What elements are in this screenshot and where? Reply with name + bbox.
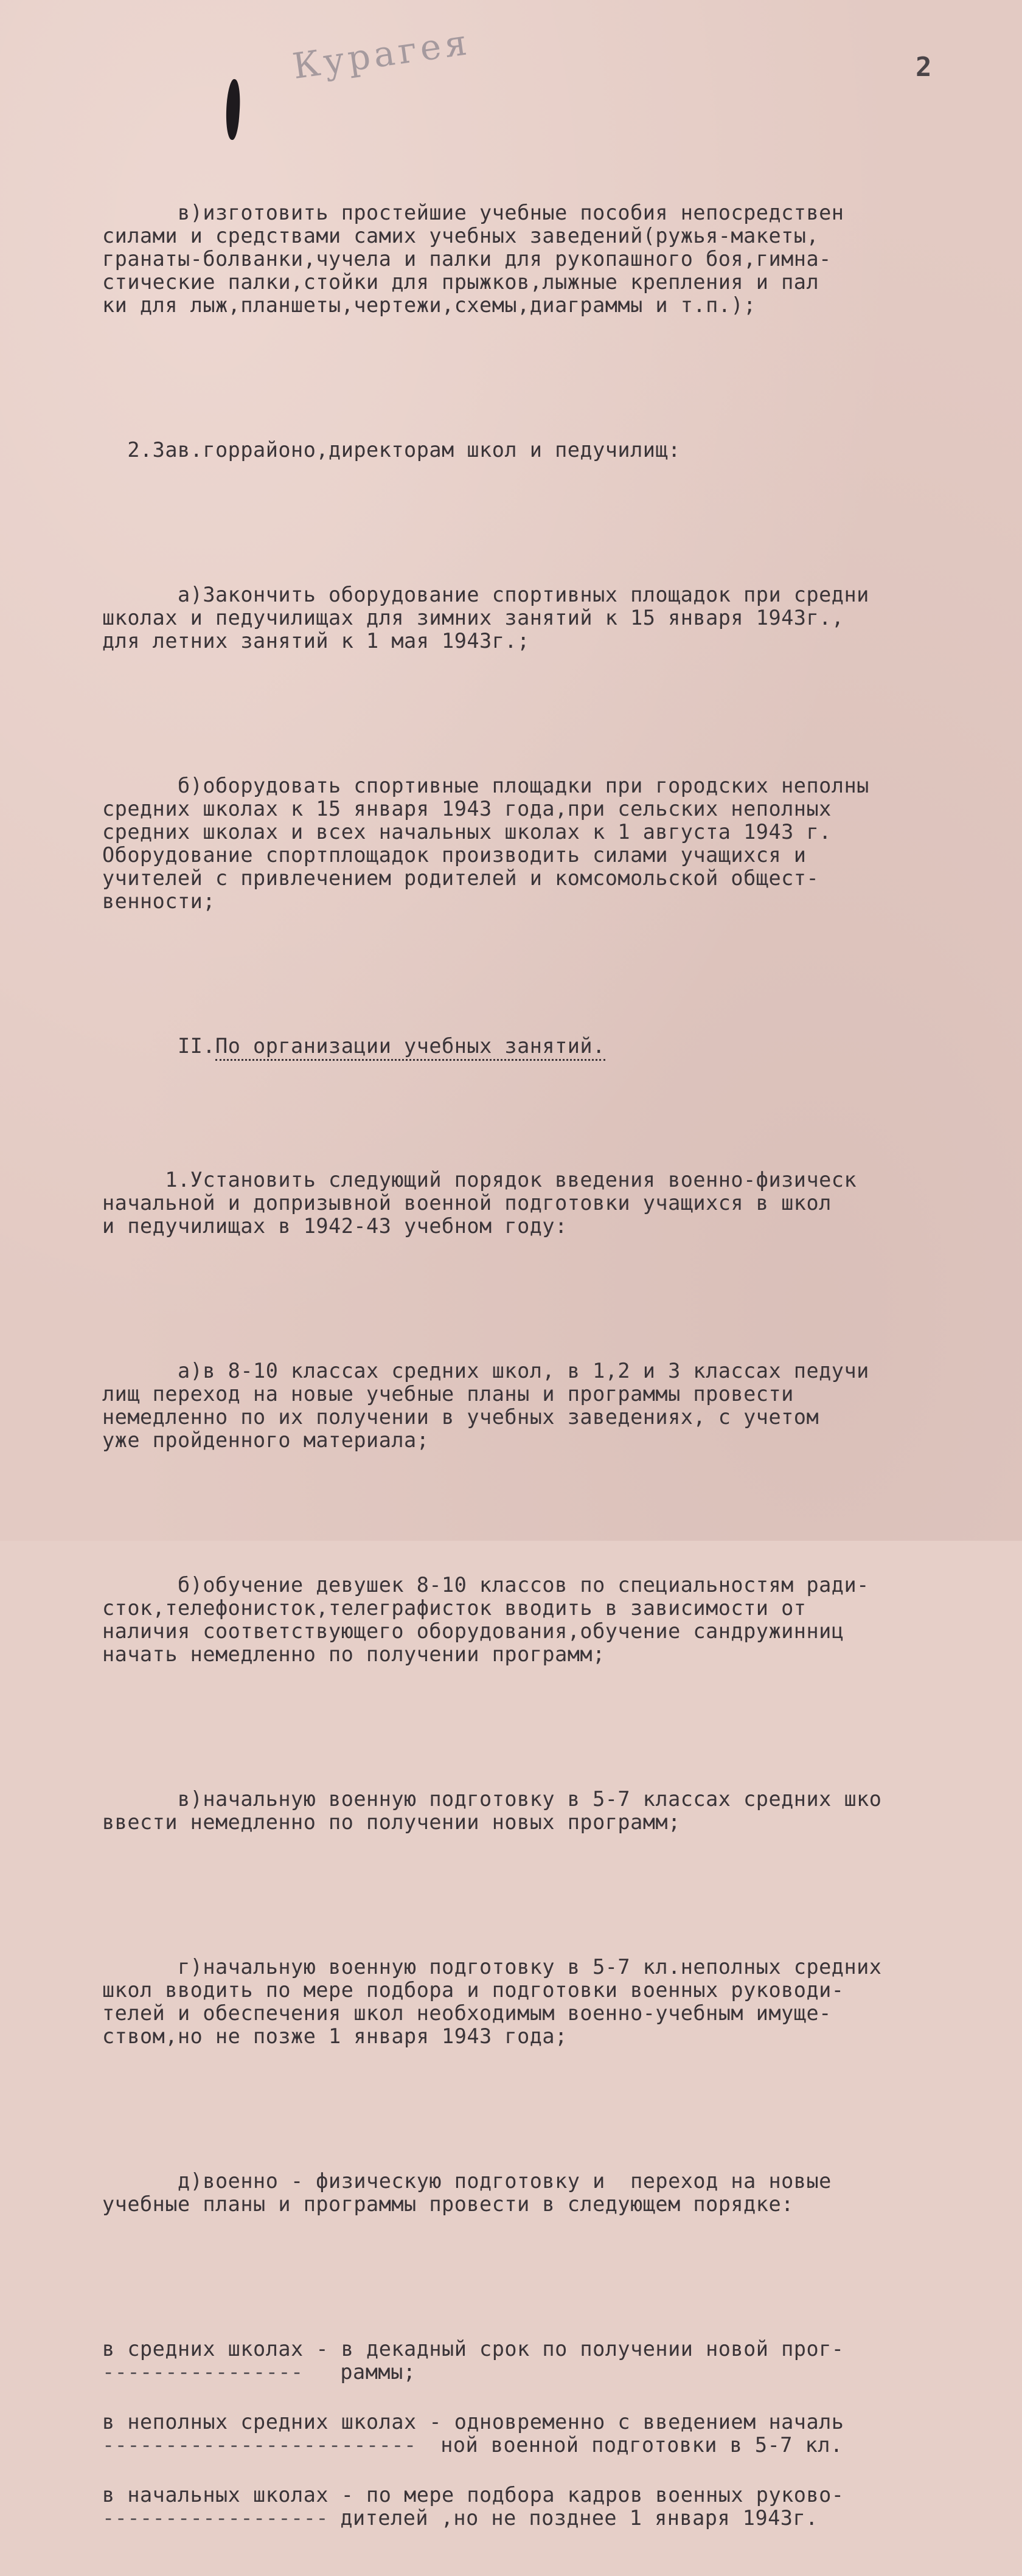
text-line: школах и педучилищах для зимних занятий к 15 января 1943г., bbox=[102, 606, 844, 630]
paragraph-a-sports-grounds bbox=[102, 583, 1015, 653]
text-line: учителей с привлечением родителей и комсомольской общест- bbox=[102, 866, 819, 890]
text-line: а)в 8-10 классах средних школ, в 1,2 и 3 классах педучи bbox=[102, 1359, 869, 1383]
schedule-item bbox=[102, 2411, 1015, 2457]
text-line: ством,но не позже 1 января 1943 года; bbox=[102, 2024, 568, 2048]
text-line: 1.Установить следующий порядок введения военно-физическ bbox=[102, 1168, 857, 1192]
paragraph-v-manufacture-aids bbox=[102, 201, 1015, 317]
text-line: немедленно по их получении в учебных заведениях, с учетом bbox=[102, 1405, 819, 1429]
text-line: в)начальную военную подготовку в 5-7 классах средних шко bbox=[102, 1787, 882, 1811]
text-line: средних школах к 15 января 1943 года,при сельских неполных bbox=[102, 797, 832, 821]
dashed-underline: ------------------ bbox=[102, 2506, 329, 2530]
paragraph-b-girls-training bbox=[102, 1574, 1015, 1666]
document-body bbox=[102, 155, 1015, 2576]
schedule-item-continuation: раммы; bbox=[340, 2360, 416, 2384]
schedule-item-text: в неполных средних школах - одновременно с введением началь bbox=[102, 2410, 844, 2434]
dashed-underline: ------------------------- bbox=[102, 2433, 417, 2457]
text-line: гранаты-болванки,чучела и палки для рукопашного боя,гимна- bbox=[102, 247, 832, 271]
section-heading bbox=[102, 1035, 1015, 1058]
paragraph-g-incomplete-schools bbox=[102, 1956, 1015, 2048]
handwritten-note: Курагея bbox=[290, 21, 473, 88]
text-line: в)изготовить простейшие учебные пособия непосредствен bbox=[102, 201, 844, 224]
text-line: венности; bbox=[102, 889, 216, 913]
text-line: и педучилищах в 1942-43 учебном году: bbox=[102, 1214, 568, 1238]
text-line: силами и средствами самих учебных заведений(ружья-макеты, bbox=[102, 224, 819, 248]
schedule-item bbox=[102, 2484, 1015, 2530]
paragraph-2-directive bbox=[102, 439, 1015, 462]
dashed-underline: ---------------- bbox=[102, 2360, 304, 2384]
text-line: а)Закончить оборудование спортивных площадок при средни bbox=[102, 583, 869, 606]
text-line: уже пройденного материала; bbox=[102, 1428, 429, 1452]
schedule-list bbox=[102, 2338, 1015, 2530]
text-line: учебные планы и программы провести в следующем порядке: bbox=[102, 2192, 794, 2216]
text-line: д)военно - физическую подготовку и переход на новые bbox=[102, 2169, 832, 2193]
text-line: лищ переход на новые учебные планы и программы провести bbox=[102, 1382, 794, 1406]
paragraph-v-initial-training bbox=[102, 1788, 1015, 1834]
text-line: Оборудование спортплощадок производить силами учащихся и bbox=[102, 843, 807, 867]
section-title: По организации учебных занятий. bbox=[215, 1034, 605, 1061]
schedule-item-text: в начальных школах - по мере подбора кадров военных руково- bbox=[102, 2483, 844, 2507]
text-line: б)обучение девушек 8-10 классов по специальностям ради- bbox=[102, 1573, 869, 1597]
text-line: начальной и допризывной военной подготовки учащихся в школ bbox=[102, 1191, 832, 1215]
schedule-item-continuation: дителей ,но не позднее 1 января 1943г. bbox=[340, 2506, 818, 2530]
text-line: ввести немедленно по получении новых программ; bbox=[102, 1810, 681, 1834]
text-line: школ вводить по мере подбора и подготовки военных руководи- bbox=[102, 1978, 844, 2002]
paragraph-1-establish-order bbox=[102, 1168, 1015, 1238]
section-number: II. bbox=[178, 1034, 216, 1058]
text-line: сток,телефонисток,телеграфисток вводить в зависимости от bbox=[102, 1596, 807, 1620]
text-line: средних школах и всех начальных школах к 1 августа 1943 г. bbox=[102, 820, 832, 844]
schedule-item-text: в средних школах - в декадный срок по получении новой прог- bbox=[102, 2337, 844, 2361]
text-line: ки для лыж,планшеты,чертежи,схемы,диаграммы и т.п.); bbox=[102, 293, 756, 317]
text-line: стические палки,стойки для прыжков,лыжные крепления и пал bbox=[102, 270, 819, 294]
text-line: 2.Зав.горрайоно,директорам школ и педучилищ: bbox=[102, 438, 681, 462]
paragraph-b-equip-grounds bbox=[102, 774, 1015, 913]
ink-blot-mark bbox=[224, 78, 242, 140]
text-line: наличия соответствующего оборудования,обучение сандружинниц bbox=[102, 1619, 844, 1643]
page-number: 2 bbox=[916, 52, 932, 83]
paragraph-a-classes-8-10 bbox=[102, 1359, 1015, 1452]
text-line: телей и обеспечения школ необходимым военно-учебным имуще- bbox=[102, 2001, 832, 2025]
schedule-item-continuation: ной военной подготовки в 5-7 кл. bbox=[440, 2433, 843, 2457]
text-line: для летних занятий к 1 мая 1943г.; bbox=[102, 629, 530, 653]
text-line: г)начальную военную подготовку в 5-7 кл.неполных средних bbox=[102, 1955, 882, 1979]
schedule-item bbox=[102, 2338, 1015, 2384]
text-line: начать немедленно по получении программ; bbox=[102, 1642, 605, 1666]
paragraph-d-military-physical bbox=[102, 2170, 1015, 2216]
text-line: б)оборудовать спортивные площадки при городских неполны bbox=[102, 774, 869, 797]
